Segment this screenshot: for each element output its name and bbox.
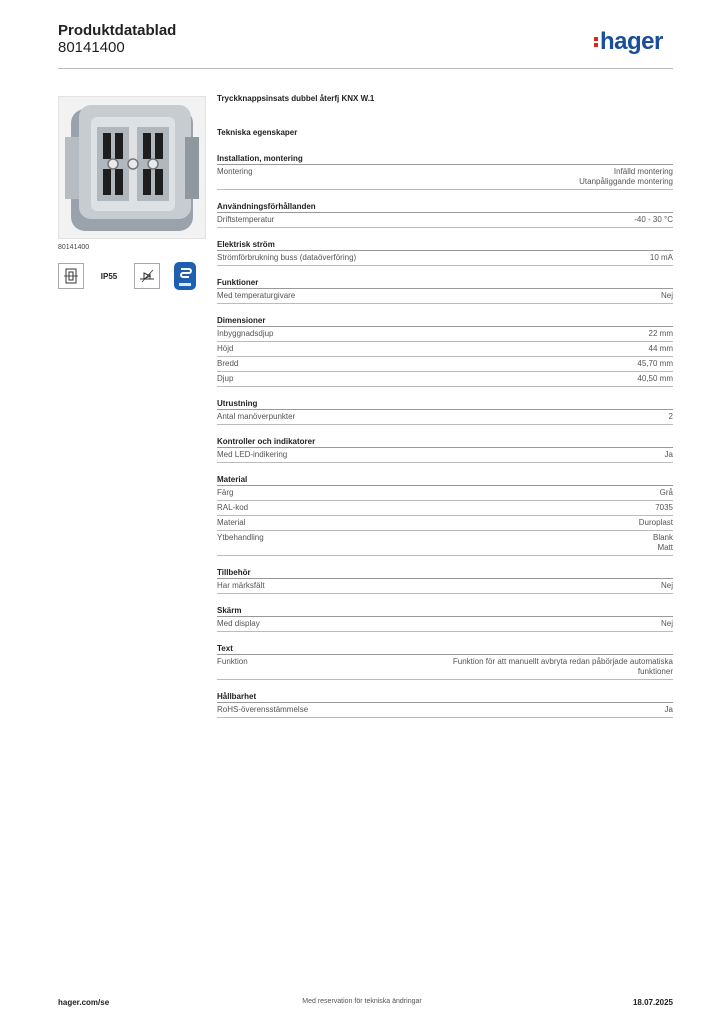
spec-value-line: 40,50 mm: [637, 374, 673, 383]
section-title: Skärm: [217, 606, 673, 617]
spec-value: [665, 450, 673, 460]
spec-row: [217, 342, 673, 357]
ip-rating-label: IP55: [100, 271, 118, 281]
spec-section: [217, 475, 673, 556]
spec-value: [637, 374, 673, 384]
section-title: Elektrisk ström: [217, 240, 673, 251]
spec-value-line: 10 mA: [649, 253, 673, 262]
spec-value-line: Nej: [660, 581, 673, 590]
spec-value: [649, 344, 673, 354]
spec-row: [217, 703, 673, 718]
spec-label: Djup: [217, 374, 234, 383]
footer-note: Med reservation för tekniska ändringar: [302, 998, 422, 1005]
spec-section: [217, 278, 673, 304]
spec-value: [669, 412, 673, 422]
spec-row: [217, 327, 673, 342]
spec-section: [217, 399, 673, 425]
spec-row: [217, 410, 673, 425]
spec-value: [634, 215, 673, 225]
spec-value: [660, 488, 673, 498]
spec-value-line: Funktion för att manuellt avbryta redan påbörjade automatiska: [452, 657, 673, 666]
spec-row: [217, 357, 673, 372]
spec-value-line: Nej: [660, 291, 673, 300]
spec-value: [665, 705, 673, 715]
photo-caption: 80141400: [58, 244, 90, 251]
spec-value: [649, 329, 673, 339]
section-title: Hållbarhet: [217, 692, 673, 703]
spec-content: [217, 94, 673, 718]
spec-row: [217, 448, 673, 463]
spec-row: [217, 655, 673, 680]
tech-properties-heading: Tekniska egenskaper: [217, 128, 298, 137]
spec-row: [217, 516, 673, 531]
spec-value-line: Utanpåliggande montering: [579, 177, 673, 186]
spec-value-line: Grå: [659, 488, 673, 497]
spec-sections: [217, 154, 673, 718]
section-title: Dimensioner: [217, 316, 673, 327]
spec-section: [217, 437, 673, 463]
certification-row: [58, 263, 210, 289]
spec-value-line: funktioner: [637, 667, 673, 676]
spec-section: [217, 692, 673, 718]
spec-value: [453, 657, 673, 677]
spec-label: RAL-kod: [217, 503, 249, 512]
flush-mount-icon: [58, 263, 84, 289]
spec-section: [217, 154, 673, 190]
spec-row: [217, 531, 673, 556]
page-title: Produktdatablad: [58, 22, 177, 39]
spec-label: Ytbehandling: [217, 533, 264, 542]
logo-dots-icon: [594, 35, 598, 49]
spec-value: [661, 619, 673, 629]
logo-text: hager: [600, 28, 663, 55]
spec-label: Med display: [217, 619, 260, 628]
hager-logo: [594, 28, 663, 56]
spec-row: [217, 579, 673, 594]
spec-row: [217, 501, 673, 516]
spec-label: Höjd: [217, 344, 234, 353]
spec-value-line: Blank: [652, 533, 673, 542]
spec-value: [637, 359, 673, 369]
spec-value-line: Matt: [657, 543, 673, 552]
knx-icon: [172, 263, 198, 289]
spec-label: Driftstemperatur: [217, 215, 275, 224]
spec-row: [217, 617, 673, 632]
spec-label: RoHS-överensstämmelse: [217, 705, 309, 714]
section-title: Installation, montering: [217, 154, 673, 165]
spec-label: Strömförbrukning buss (dataöverföring): [217, 253, 357, 262]
product-number: 80141400: [58, 39, 125, 56]
spec-label: Med LED-indikering: [217, 450, 288, 459]
section-title: Funktioner: [217, 278, 673, 289]
spec-section: [217, 240, 673, 266]
spec-value-line: 22 mm: [648, 329, 673, 338]
spec-label: Material: [217, 518, 246, 527]
section-title: Tillbehör: [217, 568, 673, 579]
spec-value: [639, 518, 673, 528]
section-title: Text: [217, 644, 673, 655]
footer-website: hager.com/se: [58, 998, 110, 1007]
spec-value-line: 2: [668, 412, 673, 421]
spec-row: [217, 165, 673, 190]
spec-value: [579, 167, 673, 187]
product-image-icon: [59, 97, 205, 238]
spec-section: [217, 316, 673, 387]
spec-label: Antal manöverpunkter: [217, 412, 296, 421]
spec-row: [217, 486, 673, 501]
spec-row: [217, 251, 673, 266]
product-photo: [58, 96, 206, 239]
section-title: Utrustning: [217, 399, 673, 410]
spec-value: [650, 253, 673, 263]
spec-label: Med temperaturgivare: [217, 291, 296, 300]
spec-section: [217, 644, 673, 680]
spec-value-line: 7035: [655, 503, 673, 512]
spec-section: [217, 568, 673, 594]
section-title: Kontroller och indikatorer: [217, 437, 673, 448]
ip-rating-icon: [96, 263, 122, 289]
spec-value: [661, 581, 673, 591]
spec-value: [653, 533, 673, 553]
spec-value-line: Infälld montering: [613, 167, 673, 176]
section-title: Material: [217, 475, 673, 486]
spec-value-line: Ja: [664, 705, 673, 714]
spec-label: Montering: [217, 167, 253, 176]
spec-label: Inbyggnadsdjup: [217, 329, 274, 338]
spec-row: [217, 213, 673, 228]
footer-date: 18.07.2025: [632, 998, 673, 1007]
spec-label: Färg: [217, 488, 234, 497]
spec-section: [217, 202, 673, 228]
spec-row: [217, 289, 673, 304]
spec-label: Har märksfält: [217, 581, 265, 590]
spec-value-line: Ja: [664, 450, 673, 459]
spec-value-line: 44 mm: [648, 344, 673, 353]
spec-value: [661, 291, 673, 301]
header-divider: [58, 68, 673, 69]
spec-value-line: Nej: [660, 619, 673, 628]
spec-value: [655, 503, 673, 513]
product-name: Tryckknappsinsats dubbel återfj KNX W.1: [217, 94, 375, 103]
spec-label: Bredd: [217, 359, 239, 368]
spec-value-line: Duroplast: [638, 518, 673, 527]
section-title: Användningsförhållanden: [217, 202, 673, 213]
spec-row: [217, 372, 673, 387]
spec-section: [217, 606, 673, 632]
spec-value-line: -40 - 30 °C: [634, 215, 673, 224]
control-element-icon: [134, 263, 160, 289]
spec-value-line: 45,70 mm: [637, 359, 673, 368]
spec-label: Funktion: [217, 657, 248, 666]
